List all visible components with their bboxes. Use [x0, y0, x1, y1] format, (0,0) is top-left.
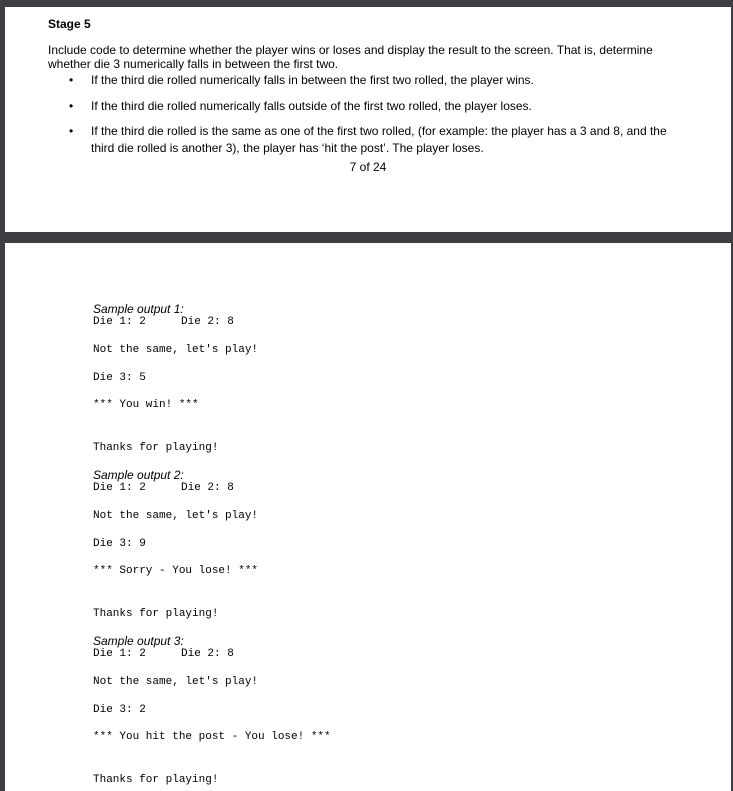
not-same-line: Not the same, let's play!	[93, 510, 259, 522]
rule-text: third die rolled is another 3), the player has ‘hit the post’. The player loses.	[91, 141, 484, 155]
page-number: 7 of 24	[349, 160, 387, 174]
sample-label: Sample output 2:	[93, 468, 184, 482]
bullet-icon: •	[69, 73, 74, 87]
rule-text: If the third die rolled numerically falls outside of the first two rolled, the player loses.	[91, 99, 532, 113]
sample-label: Sample output 1:	[93, 302, 184, 316]
dice-line	[93, 648, 331, 661]
thanks-line: Thanks for playing!	[93, 442, 219, 454]
stage-heading: Stage 5	[48, 17, 91, 31]
sample-label: Sample output 3:	[93, 634, 184, 648]
thanks-line: Thanks for playing!	[93, 774, 219, 786]
rule-text: If the third die rolled numerically falls in between the first two rolled, the player wins.	[91, 73, 534, 87]
dice-line	[93, 316, 258, 329]
not-same-line: Not the same, let's play!	[93, 676, 259, 688]
result-line: *** You win! ***	[93, 399, 199, 411]
thanks-line: Thanks for playing!	[93, 608, 219, 620]
rule-item-win	[48, 73, 698, 88]
intro-line: whether die 3 numerically falls in between the first two.	[48, 56, 339, 71]
document-page-7	[5, 7, 731, 232]
die-3-line: Die 3: 9	[93, 538, 146, 550]
die-2-value: Die 2: 8	[181, 648, 234, 660]
bullet-icon: •	[69, 124, 74, 138]
die-1-value: Die 1: 2	[93, 648, 146, 660]
document-page-8	[5, 243, 731, 791]
die-3-line: Die 3: 2	[93, 704, 146, 716]
sample-output-1	[93, 303, 258, 455]
result-line: *** You hit the post - You lose! ***	[93, 731, 331, 743]
rule-item-lose	[48, 99, 698, 114]
stage-intro-paragraph	[48, 44, 698, 71]
result-line: *** Sorry - You lose! ***	[93, 565, 259, 577]
die-2-value: Die 2: 8	[181, 482, 234, 494]
rule-text: If the third die rolled is the same as one of the first two rolled, (for example: the player has a 3 and 8, and the	[91, 124, 667, 138]
die-1-value: Die 1: 2	[93, 316, 146, 328]
bullet-icon: •	[69, 99, 74, 113]
intro-line: Include code to determine whether the player wins or loses and display the result to the screen. That is, determine	[48, 43, 653, 57]
not-same-line: Not the same, let's play!	[93, 344, 259, 356]
die-3-line: Die 3: 5	[93, 372, 146, 384]
dice-line	[93, 482, 258, 495]
die-2-value: Die 2: 8	[181, 316, 234, 328]
die-1-value: Die 1: 2	[93, 482, 146, 494]
sample-output-2	[93, 469, 258, 621]
rules-list	[48, 73, 698, 157]
sample-output-3	[93, 635, 331, 787]
rule-item-hit-post	[48, 123, 698, 157]
